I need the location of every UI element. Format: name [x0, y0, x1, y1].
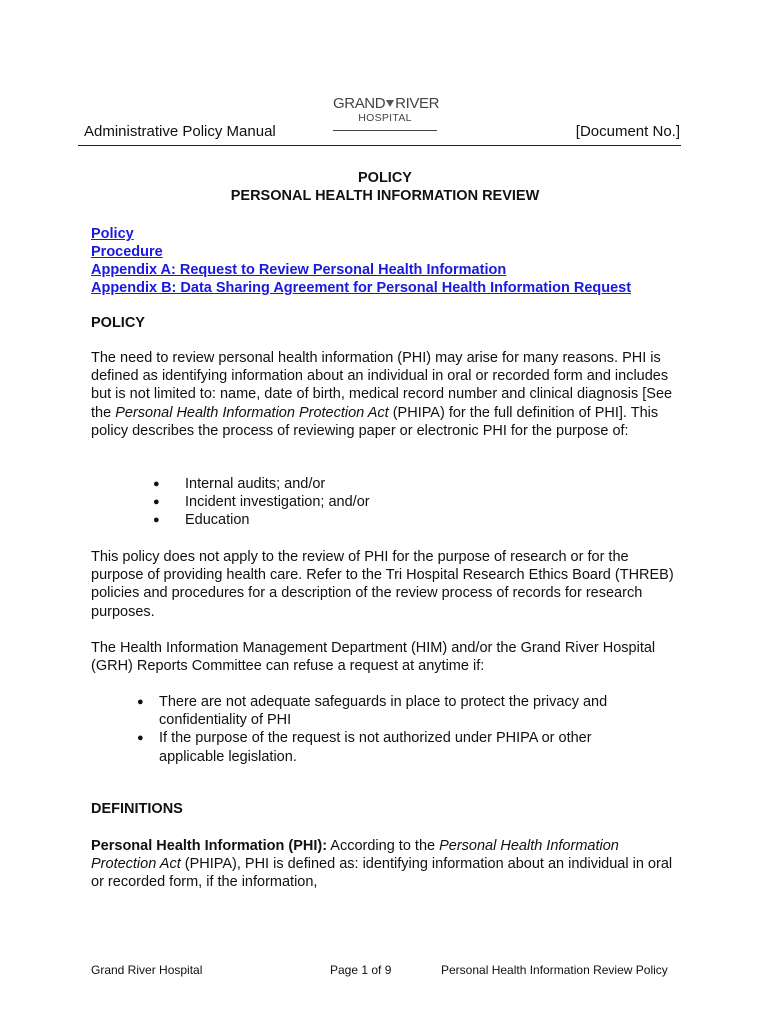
definitions-heading: DEFINITIONS [91, 801, 183, 817]
bullet-icon: ● [153, 496, 160, 509]
bullet-icon: ● [153, 514, 160, 527]
logo-word-hospital: HOSPITAL [358, 112, 412, 124]
refusal-list [137, 693, 639, 766]
list-item [153, 493, 370, 511]
bullet-icon: ● [153, 478, 160, 490]
policy-paragraph-1 [91, 349, 683, 440]
doc-main-title: PERSONAL HEALTH INFORMATION REVIEW [230, 188, 540, 204]
definition-text-b: (PHIPA), PHI is defined as: identifying information about an individual in oral or recorded form, if the information, [91, 856, 673, 891]
toc-link-appendix-b[interactable]: Appendix B: Data Sharing Agreement for Personal Health Information Request [91, 280, 632, 296]
document-number: [Document No.] [575, 123, 680, 140]
list-item [153, 475, 370, 493]
logo-underline [333, 130, 437, 131]
toc-link-appendix-a[interactable]: Appendix A: Request to Review Personal Health Information [91, 262, 507, 278]
list-item-text: There are not adequate safeguards in place to protect the privacy and confidentiality of PHI [159, 694, 608, 729]
footer-policy-title: Personal Health Information Review Policy [441, 963, 668, 977]
header-rule [78, 145, 681, 146]
definition-act-name: Personal Health Information Protection Act [91, 838, 619, 873]
list-item [153, 511, 370, 529]
policy-p1-act-name: Personal Health Information Protection Act [115, 404, 389, 421]
manual-title: Administrative Policy Manual [84, 123, 276, 140]
policy-p1-text-a: The need to review personal health information (PHI) may arise for many reasons. PHI is defined as identifying information about an individual in oral or recorded form and includes but is not limited to: name, date of birth, medical record number and clinical diagnosis [See the [91, 350, 673, 421]
list-item [137, 693, 639, 729]
policy-paragraph-3: The Health Information Management Department (HIM) and/or the Grand River Hospital (GRH) Reports Committee can refuse a request at anytime if: [91, 640, 656, 675]
list-item-text: If the purpose of the request is not authorized under PHIPA or other applicable legislation. [159, 730, 592, 765]
logo-mark-icon [386, 100, 394, 107]
doc-type-title: POLICY [358, 170, 412, 186]
list-item-text: Internal audits; and/or [185, 476, 326, 492]
policy-p1-text-b: (PHIPA) for the full definition of PHI]. This policy describes the process of reviewing paper or electronic PHI for the purpose of: [91, 404, 659, 439]
logo-word-grand: GRAND [333, 95, 386, 112]
logo-word-river: RIVER [395, 95, 440, 112]
bullet-icon: ● [137, 696, 144, 708]
toc-link-policy[interactable]: Policy [91, 226, 134, 242]
policy-heading: POLICY [91, 315, 145, 331]
purpose-list [153, 475, 370, 530]
toc-links [91, 225, 631, 297]
list-item-text: Incident investigation; and/or [185, 494, 370, 511]
definition-term: Personal Health Information (PHI): [91, 838, 328, 854]
policy-paragraph-2: This policy does not apply to the review of PHI for the purpose of research or for the purpose of providing health care. Refer to the Tri Hospital Research Ethics Board (THREB) policies and procedures for a description of the review process of records for research purposes. [91, 549, 674, 620]
definition-phi [91, 837, 681, 892]
bullet-icon: ● [137, 732, 144, 745]
list-item [137, 729, 639, 765]
toc-link-procedure[interactable]: Procedure [91, 244, 163, 260]
list-item-text: Education [185, 512, 250, 529]
footer-page-number: Page 1 of 9 [330, 963, 392, 977]
hospital-logo [333, 95, 440, 134]
footer-hospital: Grand River Hospital [91, 963, 203, 977]
definition-text-a: According to the [327, 838, 440, 854]
